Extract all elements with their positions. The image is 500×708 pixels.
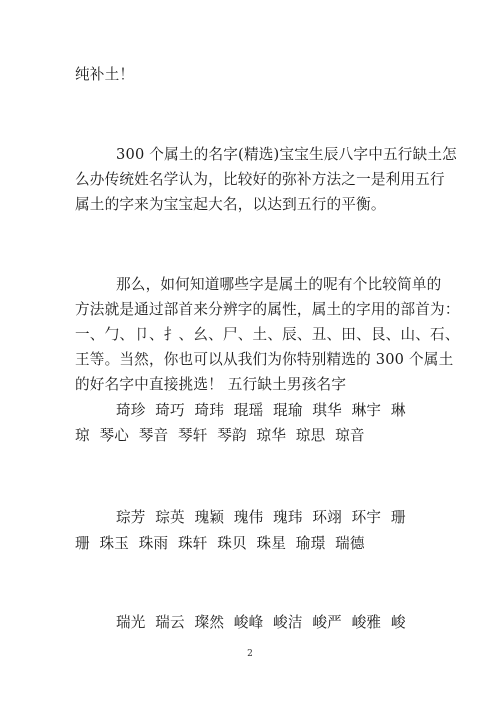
text-line-5: 那么，如何知道哪些字是属土的呢有个比较简单的: [116, 276, 442, 293]
name-list-line-3: 琮芳 琮英 瑰颖 瑰伟 瑰玮 环翊 环宇 珊: [116, 509, 406, 526]
text-line-3: 么办传统姓名学认为，比较好的弥补方法之一是利用五行: [75, 171, 445, 188]
page-number: 2: [247, 649, 253, 659]
name-list-line-1: 琦珍 琦巧 琦玮 琨瑶 琨瑜 琪华 琳宇 琳: [116, 402, 406, 419]
text-line-7: 一、勹、卩、扌、幺、尸、土、辰、丑、田、艮、山、石、: [75, 326, 460, 343]
text-line-1: 纯补土！: [75, 66, 135, 83]
text-line-2: 300 个属土的名字(精选)宝宝生辰八字中五行缺土怎: [116, 146, 457, 163]
text-line-6: 方法就是通过部首来分辨字的属性，属土的字用的部首为：: [75, 301, 460, 318]
name-list-line-5: 瑞光 瑞云 璨然 峻峰 峻洁 峻严 峻雅 峻: [116, 614, 406, 631]
text-line-4: 属土的字来为宝宝起大名，以达到五行的平衡。: [75, 196, 386, 213]
name-list-line-4: 珊 珠玉 珠雨 珠轩 珠贝 珠星 瑜璟 瑞德: [75, 535, 365, 552]
text-line-9: 的好名字中直接挑选！ 五行缺土男孩名字: [75, 376, 347, 393]
text-line-8: 王等。当然，你也可以从我们为你特别精选的 300 个属土: [75, 351, 454, 368]
name-list-line-2: 琼 琴心 琴音 琴轩 琴韵 琼华 琼思 琼音: [75, 427, 365, 444]
